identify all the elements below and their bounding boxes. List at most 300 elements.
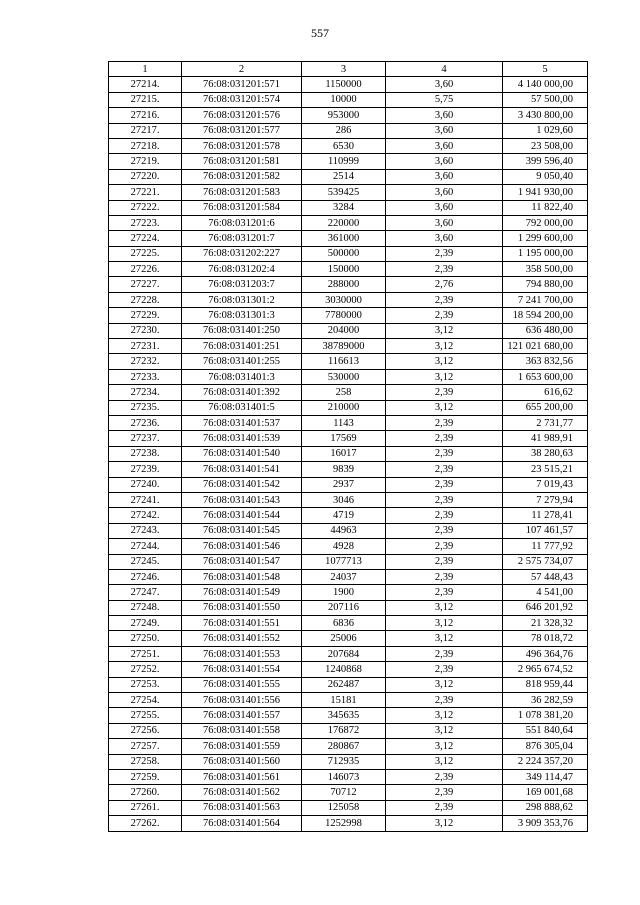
table-cell: 27248.	[109, 600, 182, 615]
table-cell: 3,60	[386, 200, 503, 215]
table-cell: 27214.	[109, 77, 182, 92]
table-cell: 2,39	[386, 446, 503, 461]
table-cell: 792 000,00	[503, 215, 588, 230]
table-cell: 2,39	[386, 292, 503, 307]
table-cell: 27257.	[109, 739, 182, 754]
table-cell: 125058	[302, 800, 386, 815]
table-cell: 76:08:031401:539	[182, 431, 302, 446]
table-cell: 27222.	[109, 200, 182, 215]
table-cell: 38789000	[302, 339, 386, 354]
table-cell: 636 480,00	[503, 323, 588, 338]
table-cell: 27258.	[109, 754, 182, 769]
table-row	[109, 138, 588, 153]
table-row	[109, 539, 588, 554]
table-cell: 655 200,00	[503, 400, 588, 415]
table-row	[109, 492, 588, 507]
table-row	[109, 508, 588, 523]
table-cell: 2514	[302, 169, 386, 184]
table-cell: 2,39	[386, 646, 503, 661]
table-row	[109, 662, 588, 677]
table-cell: 207684	[302, 646, 386, 661]
table-cell: 17569	[302, 431, 386, 446]
table-cell: 27250.	[109, 631, 182, 646]
table-cell: 76:08:031401:5	[182, 400, 302, 415]
table-cell: 27251.	[109, 646, 182, 661]
table-row	[109, 800, 588, 815]
table-cell: 1143	[302, 415, 386, 430]
table-cell: 27237.	[109, 431, 182, 446]
table-cell: 2 731,77	[503, 415, 588, 430]
table-cell: 1 941 930,00	[503, 185, 588, 200]
table-cell: 3,12	[386, 739, 503, 754]
table-row	[109, 600, 588, 615]
table-cell: 712935	[302, 754, 386, 769]
table-cell: 76:08:031401:545	[182, 523, 302, 538]
table-cell: 18 594 200,00	[503, 308, 588, 323]
table-cell: 3,60	[386, 215, 503, 230]
data-table	[108, 61, 588, 832]
table-cell: 27217.	[109, 123, 182, 138]
table-cell: 7 279,94	[503, 492, 588, 507]
table-cell: 3,60	[386, 231, 503, 246]
table-cell: 3,12	[386, 400, 503, 415]
table-cell: 11 822,40	[503, 200, 588, 215]
table-cell: 6530	[302, 138, 386, 153]
table-cell: 2 575 734,07	[503, 554, 588, 569]
table-cell: 2,39	[386, 800, 503, 815]
table-header-row	[109, 62, 588, 77]
table-cell: 1 653 600,00	[503, 369, 588, 384]
column-header: 2	[182, 62, 302, 77]
table-cell: 25006	[302, 631, 386, 646]
table-cell: 76:08:031401:563	[182, 800, 302, 815]
table-row	[109, 693, 588, 708]
table-row	[109, 354, 588, 369]
table-cell: 27218.	[109, 138, 182, 153]
table-row	[109, 816, 588, 831]
table-cell: 76:08:031201:574	[182, 92, 302, 107]
table-cell: 2,39	[386, 569, 503, 584]
table-row	[109, 246, 588, 261]
table-cell: 27220.	[109, 169, 182, 184]
table-cell: 76:08:031201:583	[182, 185, 302, 200]
table-cell: 76:08:031401:555	[182, 677, 302, 692]
table-row	[109, 754, 588, 769]
table-cell: 38 280,63	[503, 446, 588, 461]
table-cell: 1150000	[302, 77, 386, 92]
table-cell: 27246.	[109, 569, 182, 584]
table-cell: 2,39	[386, 693, 503, 708]
table-cell: 76:08:031401:554	[182, 662, 302, 677]
table-cell: 286	[302, 123, 386, 138]
table-cell: 2,39	[386, 492, 503, 507]
table-cell: 27254.	[109, 693, 182, 708]
table-cell: 27260.	[109, 785, 182, 800]
table-row	[109, 785, 588, 800]
table-cell: 3030000	[302, 292, 386, 307]
table-cell: 4 541,00	[503, 585, 588, 600]
table-cell: 258	[302, 385, 386, 400]
table-row	[109, 708, 588, 723]
table-cell: 76:08:031401:550	[182, 600, 302, 615]
table-cell: 3,12	[386, 616, 503, 631]
table-row	[109, 277, 588, 292]
table-cell: 794 880,00	[503, 277, 588, 292]
table-row	[109, 369, 588, 384]
table-row	[109, 231, 588, 246]
table-cell: 3046	[302, 492, 386, 507]
table-cell: 9839	[302, 462, 386, 477]
table-row	[109, 646, 588, 661]
table-row	[109, 431, 588, 446]
table-cell: 3,12	[386, 354, 503, 369]
table-cell: 27233.	[109, 369, 182, 384]
table-cell: 121 021 680,00	[503, 339, 588, 354]
table-cell: 27249.	[109, 616, 182, 631]
table-cell: 551 840,64	[503, 723, 588, 738]
table-cell: 16017	[302, 446, 386, 461]
table-cell: 76:08:031202:227	[182, 246, 302, 261]
table-row	[109, 569, 588, 584]
table-cell: 76:08:031401:548	[182, 569, 302, 584]
table-cell: 616,62	[503, 385, 588, 400]
table-row	[109, 215, 588, 230]
table-cell: 27242.	[109, 508, 182, 523]
table-row	[109, 185, 588, 200]
table-cell: 2 224 357,20	[503, 754, 588, 769]
table-cell: 2,39	[386, 585, 503, 600]
table-cell: 57 448,43	[503, 569, 588, 584]
table-cell: 76:08:031401:556	[182, 693, 302, 708]
table-row	[109, 339, 588, 354]
table-cell: 76:08:031203:7	[182, 277, 302, 292]
table-cell: 3,12	[386, 816, 503, 831]
table-cell: 27241.	[109, 492, 182, 507]
table-cell: 150000	[302, 262, 386, 277]
table-cell: 76:08:031301:3	[182, 308, 302, 323]
table-cell: 27230.	[109, 323, 182, 338]
column-header: 3	[302, 62, 386, 77]
table-body	[109, 77, 588, 831]
table-cell: 57 500,00	[503, 92, 588, 107]
table-cell: 2,39	[386, 477, 503, 492]
table-cell: 27238.	[109, 446, 182, 461]
table-cell: 7 019,43	[503, 477, 588, 492]
table-row	[109, 769, 588, 784]
table-cell: 27259.	[109, 769, 182, 784]
table-cell: 288000	[302, 277, 386, 292]
column-header: 1	[109, 62, 182, 77]
table-cell: 27247.	[109, 585, 182, 600]
table-cell: 27234.	[109, 385, 182, 400]
table-cell: 76:08:031401:544	[182, 508, 302, 523]
table-cell: 3,12	[386, 323, 503, 338]
table-row	[109, 92, 588, 107]
table-cell: 361000	[302, 231, 386, 246]
table-cell: 2,39	[386, 246, 503, 261]
table-cell: 76:08:031201:6	[182, 215, 302, 230]
table-cell: 2,39	[386, 431, 503, 446]
table-cell: 2,39	[386, 662, 503, 677]
table-row	[109, 169, 588, 184]
table-row	[109, 554, 588, 569]
table-cell: 27227.	[109, 277, 182, 292]
table-cell: 204000	[302, 323, 386, 338]
table-cell: 1 078 381,20	[503, 708, 588, 723]
table-row	[109, 739, 588, 754]
table-cell: 44963	[302, 523, 386, 538]
table-cell: 27216.	[109, 108, 182, 123]
table-cell: 76:08:031401:543	[182, 492, 302, 507]
table-cell: 76:08:031401:255	[182, 354, 302, 369]
table-cell: 76:08:031401:537	[182, 415, 302, 430]
table-cell: 76:08:031201:578	[182, 138, 302, 153]
table-cell: 2,39	[386, 262, 503, 277]
table-cell: 76:08:031201:576	[182, 108, 302, 123]
table-row	[109, 262, 588, 277]
table-cell: 76:08:031202:4	[182, 262, 302, 277]
table-row	[109, 585, 588, 600]
table-cell: 10000	[302, 92, 386, 107]
table-cell: 27243.	[109, 523, 182, 538]
table-cell: 3 909 353,76	[503, 816, 588, 831]
table-cell: 3,60	[386, 77, 503, 92]
table-cell: 3,60	[386, 108, 503, 123]
table-cell: 27235.	[109, 400, 182, 415]
table-cell: 1 195 000,00	[503, 246, 588, 261]
table-cell: 2937	[302, 477, 386, 492]
table-cell: 27226.	[109, 262, 182, 277]
table-cell: 6836	[302, 616, 386, 631]
table-cell: 176872	[302, 723, 386, 738]
table-cell: 27221.	[109, 185, 182, 200]
table-cell: 262487	[302, 677, 386, 692]
table-cell: 76:08:031401:546	[182, 539, 302, 554]
table-cell: 36 282,59	[503, 693, 588, 708]
table-cell: 9 050,40	[503, 169, 588, 184]
table-cell: 345635	[302, 708, 386, 723]
table-cell: 220000	[302, 215, 386, 230]
table-cell: 70712	[302, 785, 386, 800]
table-row	[109, 400, 588, 415]
table-cell: 76:08:031401:553	[182, 646, 302, 661]
table-row	[109, 462, 588, 477]
table-row	[109, 77, 588, 92]
table-cell: 3,12	[386, 600, 503, 615]
table-cell: 399 596,40	[503, 154, 588, 169]
table-cell: 169 001,68	[503, 785, 588, 800]
table-cell: 116613	[302, 354, 386, 369]
table-cell: 27223.	[109, 215, 182, 230]
table-cell: 23 508,00	[503, 138, 588, 153]
table-cell: 27261.	[109, 800, 182, 815]
table-row	[109, 123, 588, 138]
table-cell: 76:08:031401:540	[182, 446, 302, 461]
table-cell: 27252.	[109, 662, 182, 677]
table-cell: 27231.	[109, 339, 182, 354]
table-cell: 2,39	[386, 415, 503, 430]
table-cell: 27256.	[109, 723, 182, 738]
table-cell: 41 989,91	[503, 431, 588, 446]
table-cell: 76:08:031201:571	[182, 77, 302, 92]
table-row	[109, 723, 588, 738]
table-cell: 4 140 000,00	[503, 77, 588, 92]
table-cell: 76:08:031201:7	[182, 231, 302, 246]
table-cell: 3,12	[386, 339, 503, 354]
table-row	[109, 415, 588, 430]
table-cell: 76:08:031401:547	[182, 554, 302, 569]
table-cell: 1240868	[302, 662, 386, 677]
table-cell: 2,39	[386, 539, 503, 554]
table-cell: 2,39	[386, 308, 503, 323]
table-cell: 76:08:031201:582	[182, 169, 302, 184]
table-cell: 3,60	[386, 138, 503, 153]
table-cell: 5,75	[386, 92, 503, 107]
table-cell: 3,12	[386, 708, 503, 723]
table-cell: 78 018,72	[503, 631, 588, 646]
table-cell: 76:08:031401:552	[182, 631, 302, 646]
page-number: 557	[311, 26, 329, 40]
table-cell: 349 114,47	[503, 769, 588, 784]
table-cell: 110999	[302, 154, 386, 169]
table-row	[109, 292, 588, 307]
table-cell: 27215.	[109, 92, 182, 107]
table-cell: 530000	[302, 369, 386, 384]
table-cell: 76:08:031201:581	[182, 154, 302, 169]
table-cell: 107 461,57	[503, 523, 588, 538]
table-cell: 76:08:031401:564	[182, 816, 302, 831]
table-cell: 1077713	[302, 554, 386, 569]
table-cell: 27244.	[109, 539, 182, 554]
table-cell: 1 029,60	[503, 123, 588, 138]
table-cell: 207116	[302, 600, 386, 615]
table-cell: 27239.	[109, 462, 182, 477]
table-cell: 76:08:031401:562	[182, 785, 302, 800]
table-cell: 280867	[302, 739, 386, 754]
table-cell: 24037	[302, 569, 386, 584]
table-cell: 76:08:031201:577	[182, 123, 302, 138]
table-cell: 21 328,32	[503, 616, 588, 631]
table-cell: 15181	[302, 693, 386, 708]
table-cell: 23 515,21	[503, 462, 588, 477]
table-cell: 2,76	[386, 277, 503, 292]
table-cell: 7780000	[302, 308, 386, 323]
table-cell: 496 364,76	[503, 646, 588, 661]
table-cell: 76:08:031401:542	[182, 477, 302, 492]
table-cell: 363 832,56	[503, 354, 588, 369]
table-row	[109, 477, 588, 492]
table-row	[109, 385, 588, 400]
column-header: 5	[503, 62, 588, 77]
table-row	[109, 200, 588, 215]
table-row	[109, 446, 588, 461]
table-cell: 76:08:031401:559	[182, 739, 302, 754]
table-cell: 3 430 800,00	[503, 108, 588, 123]
table-cell: 27232.	[109, 354, 182, 369]
table-row	[109, 323, 588, 338]
table-cell: 27262.	[109, 816, 182, 831]
table-cell: 76:08:031301:2	[182, 292, 302, 307]
table-cell: 27225.	[109, 246, 182, 261]
table-cell: 500000	[302, 246, 386, 261]
table-cell: 3,12	[386, 631, 503, 646]
table-cell: 3,12	[386, 369, 503, 384]
table-cell: 76:08:031401:549	[182, 585, 302, 600]
table-cell: 2,39	[386, 785, 503, 800]
table-cell: 2,39	[386, 508, 503, 523]
table-cell: 953000	[302, 108, 386, 123]
table-cell: 27240.	[109, 477, 182, 492]
table-cell: 7 241 700,00	[503, 292, 588, 307]
table-cell: 27228.	[109, 292, 182, 307]
table-cell: 3284	[302, 200, 386, 215]
table-cell: 876 305,04	[503, 739, 588, 754]
table-cell: 4928	[302, 539, 386, 554]
table-cell: 76:08:031201:584	[182, 200, 302, 215]
table-cell: 27229.	[109, 308, 182, 323]
table-cell: 27245.	[109, 554, 182, 569]
table-cell: 76:08:031401:557	[182, 708, 302, 723]
table-cell: 3,12	[386, 754, 503, 769]
table-cell: 2,39	[386, 523, 503, 538]
table-cell: 3,60	[386, 169, 503, 184]
table-cell: 818 959,44	[503, 677, 588, 692]
table-cell: 76:08:031401:3	[182, 369, 302, 384]
table-row	[109, 108, 588, 123]
table-row	[109, 677, 588, 692]
table-cell: 646 201,92	[503, 600, 588, 615]
table-cell: 3,60	[386, 185, 503, 200]
table-cell: 27236.	[109, 415, 182, 430]
table-row	[109, 523, 588, 538]
table-row	[109, 616, 588, 631]
table-cell: 539425	[302, 185, 386, 200]
table-cell: 2,39	[386, 554, 503, 569]
table-cell: 3,60	[386, 123, 503, 138]
table-row	[109, 154, 588, 169]
table-cell: 2 965 674,52	[503, 662, 588, 677]
table-cell: 27253.	[109, 677, 182, 692]
table-cell: 146073	[302, 769, 386, 784]
table-cell: 27219.	[109, 154, 182, 169]
table-cell: 76:08:031401:392	[182, 385, 302, 400]
column-header: 4	[386, 62, 503, 77]
table-cell: 76:08:031401:541	[182, 462, 302, 477]
table-row	[109, 631, 588, 646]
table-cell: 1900	[302, 585, 386, 600]
table-cell: 76:08:031401:561	[182, 769, 302, 784]
table-row	[109, 308, 588, 323]
table-cell: 210000	[302, 400, 386, 415]
table-cell: 76:08:031401:250	[182, 323, 302, 338]
table-cell: 3,12	[386, 677, 503, 692]
table-cell: 76:08:031401:560	[182, 754, 302, 769]
table-cell: 358 500,00	[503, 262, 588, 277]
table-cell: 76:08:031401:551	[182, 616, 302, 631]
table-cell: 2,39	[386, 462, 503, 477]
table-cell: 76:08:031401:558	[182, 723, 302, 738]
table-cell: 4719	[302, 508, 386, 523]
table-cell: 27255.	[109, 708, 182, 723]
table-cell: 2,39	[386, 769, 503, 784]
table-cell: 11 278,41	[503, 508, 588, 523]
table-cell: 11 777,92	[503, 539, 588, 554]
table-cell: 1 299 600,00	[503, 231, 588, 246]
table-cell: 1252998	[302, 816, 386, 831]
table-cell: 27224.	[109, 231, 182, 246]
table-cell: 76:08:031401:251	[182, 339, 302, 354]
table-cell: 3,60	[386, 154, 503, 169]
